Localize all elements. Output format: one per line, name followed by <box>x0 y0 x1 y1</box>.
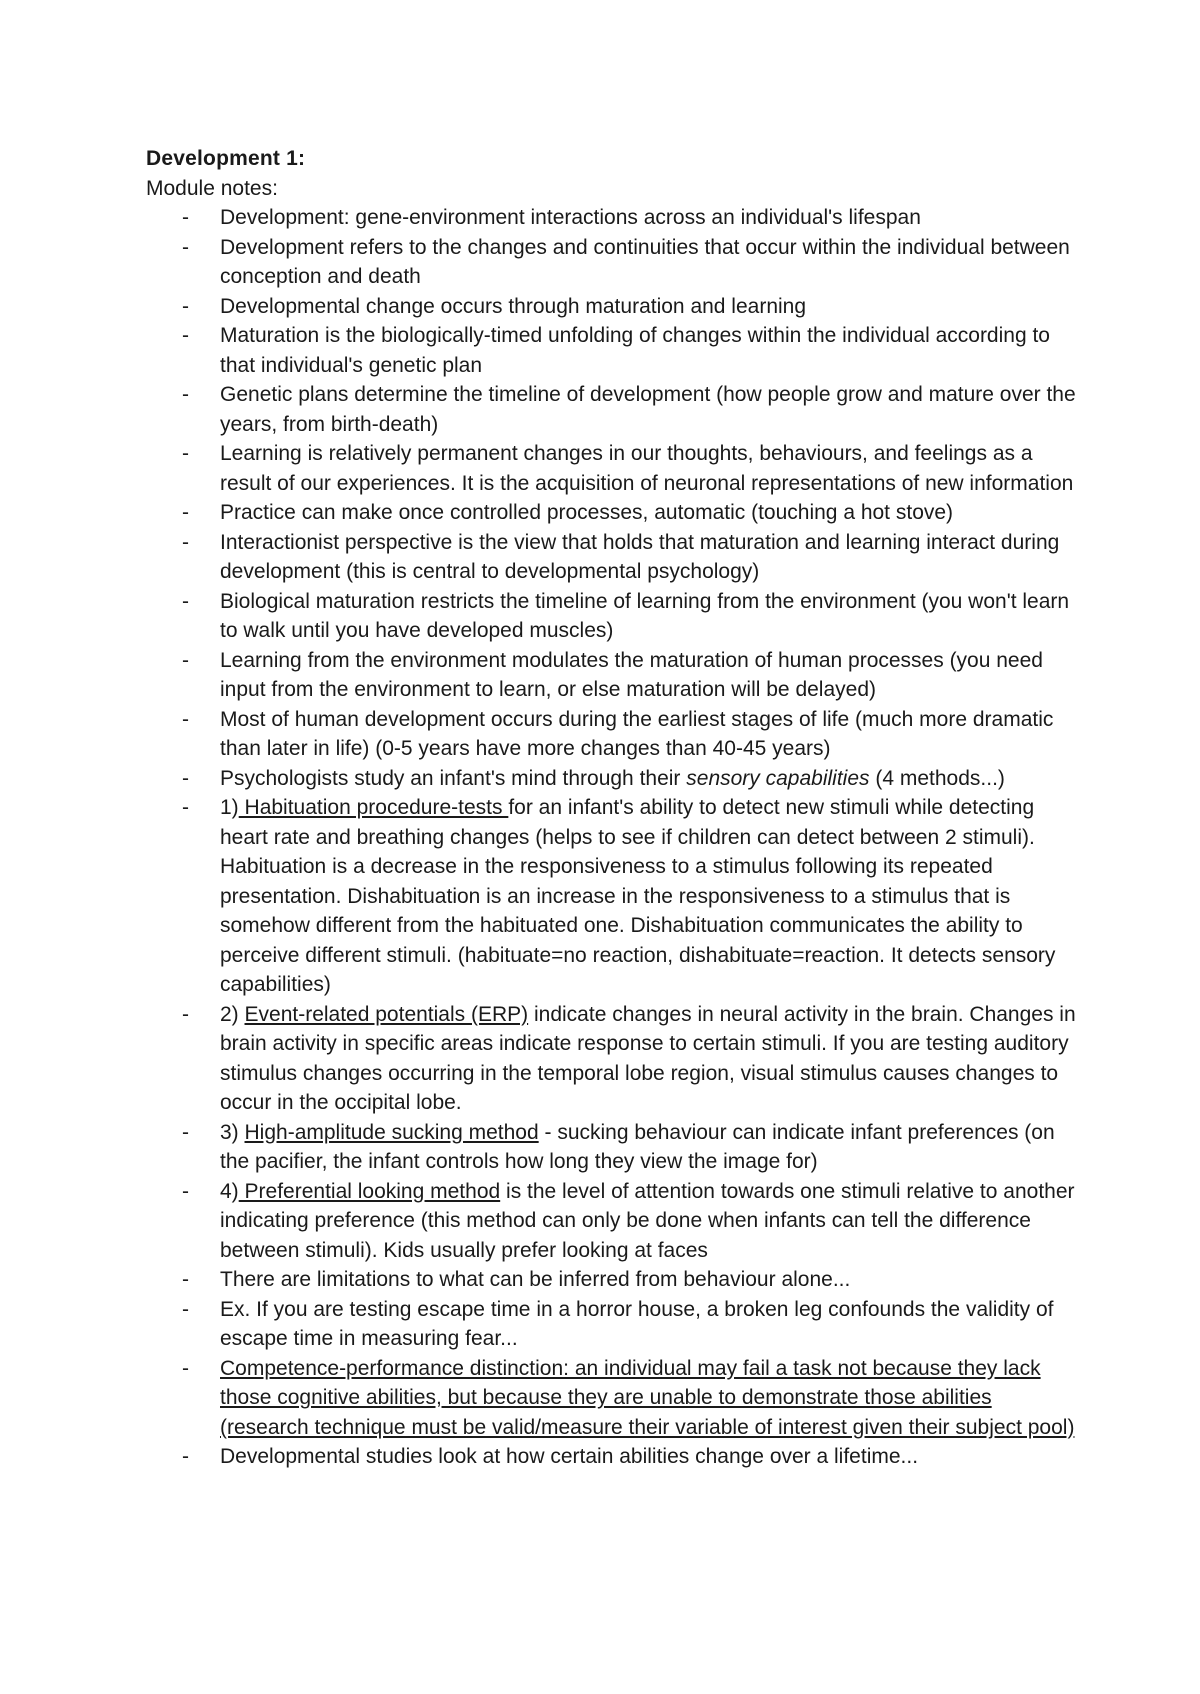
section-subtitle: Module notes: <box>146 176 278 200</box>
document-page <box>146 144 1076 1472</box>
underlined-term: High-amplitude sucking method <box>244 1120 539 1144</box>
list-item <box>146 646 1076 705</box>
bullet-dash: - <box>182 530 189 554</box>
bullet-dash: - <box>182 206 189 229</box>
bullet-dash: - <box>182 648 189 672</box>
document-title: Development 1: <box>146 147 306 170</box>
notes-list <box>146 203 1076 1472</box>
bullet-dash: - <box>182 1120 189 1144</box>
list-item-text: Ex. If you are testing escape time in a horror house, a broken leg confounds the validity of escape time in measuring fear... <box>220 1297 1054 1350</box>
list-item <box>146 439 1076 498</box>
bullet-dash: - <box>182 1002 189 1026</box>
list-item <box>146 528 1076 587</box>
underlined-term: Event-related potentials (ERP) <box>244 1002 529 1026</box>
bullet-dash: - <box>182 1356 189 1380</box>
list-item <box>146 587 1076 646</box>
list-item <box>146 1265 1076 1295</box>
list-item-text: 4) <box>220 1179 239 1203</box>
underlined-term: Preferential looking method <box>238 1179 501 1203</box>
list-item <box>146 498 1076 528</box>
bullet-dash: - <box>182 1179 189 1203</box>
list-item-text: Developmental change occurs through maturation and learning <box>220 294 807 318</box>
underlined-term: Competence-performance distinction: an individual may fail a task not because they lack those cognitive abilities, but because they are unable to demonstrate those abilities (research technique must be valid/measure their variable of interest given their subject pool) <box>220 1356 1075 1439</box>
list-item-text: Most of human development occurs during the earliest stages of life (much more dramatic than later in life) (0-5 years have more changes than 40-45 years) <box>220 707 1054 760</box>
list-item-text: is the level of attention towards one stimuli relative to another indicating preference (this method can only be done when infants can tell the difference between stimuli). Kids usually prefer looking at faces <box>220 1179 1075 1262</box>
bullet-dash: - <box>182 324 189 347</box>
bullet-dash: - <box>182 1268 189 1291</box>
underlined-term: Habituation procedure-tests <box>238 796 509 819</box>
list-item-text: Learning from the environment modulates the maturation of human processes (you need input from the environment to learn, or else maturation will be delayed) <box>220 648 1043 701</box>
list-item-text: There are limitations to what can be inferred from behaviour alone... <box>220 1268 851 1291</box>
bullet-dash: - <box>182 235 189 259</box>
list-item-text: Practice can make once controlled processes, automatic (touching a hot stove) <box>220 501 954 524</box>
bullet-dash: - <box>182 501 189 524</box>
bullet-dash: - <box>182 1445 189 1468</box>
list-item <box>146 321 1076 380</box>
list-item <box>146 203 1076 233</box>
bullet-dash: - <box>182 796 189 819</box>
bullet-dash: - <box>182 766 189 790</box>
list-item-text: Psychologists study an infant's mind through their <box>220 766 687 790</box>
list-item-text: indicate changes in neural activity in the brain. Changes in brain activity in specific areas indicate response to certain stimuli. If you are testing auditory stimulus changes occurring in the temporal lobe region, visual stimulus causes changes to occur in the occipital lobe. <box>220 1002 1076 1114</box>
list-item <box>146 764 1076 794</box>
italic-term: sensory capabilities <box>686 766 870 790</box>
list-item <box>146 233 1076 292</box>
list-item <box>146 705 1076 764</box>
list-item-text: Genetic plans determine the timeline of development (how people grow and mature over the years, from birth-death) <box>220 383 1076 436</box>
list-item-text: (4 methods...) <box>869 766 1005 790</box>
list-item-text: Developmental studies look at how certain abilities change over a lifetime... <box>220 1445 919 1468</box>
bullet-dash: - <box>182 1297 189 1321</box>
list-item <box>146 1000 1076 1118</box>
list-item <box>146 793 1076 1000</box>
list-item-text: for an infant's ability to detect new stimuli while detecting heart rate and breathing changes (helps to see if children can detect between 2 stimuli). Habituation is a decrease in the responsiveness to a stimulus following its repeated presentation. Dishabituation is an increase in the responsiveness to a stimulus that is somehow different from the habituated one. Dishabituation communicates the ability to perceive different stimuli. (habituate=no reaction, dishabituate=reaction. It detects sensory capabilities) <box>220 796 1056 996</box>
bullet-dash: - <box>182 707 189 731</box>
list-item-text: 1) <box>220 796 239 819</box>
list-item-text: - sucking behaviour can indicate infant preferences (on the pacifier, the infant controls how long they view the image for) <box>220 1120 1055 1173</box>
list-item-text: Development refers to the changes and continuities that occur within the individual between conception and death <box>220 235 1070 288</box>
list-item-text: Learning is relatively permanent changes in our thoughts, behaviours, and feelings as a result of our experiences. It is the acquisition of neuronal representations of new information <box>220 442 1074 495</box>
list-item <box>146 1354 1076 1443</box>
list-item <box>146 1177 1076 1266</box>
list-item-text: Maturation is the biologically-timed unfolding of changes within the individual according to that individual's genetic plan <box>220 324 1050 377</box>
list-item-text: Biological maturation restricts the timeline of learning from the environment (you won't learn to walk until you have developed muscles) <box>220 589 1070 642</box>
list-item-text: Interactionist perspective is the view that holds that maturation and learning interact during development (this is central to developmental psychology) <box>220 530 1060 583</box>
list-item <box>146 380 1076 439</box>
list-item <box>146 292 1076 322</box>
bullet-dash: - <box>182 383 189 406</box>
bullet-dash: - <box>182 294 189 318</box>
list-item-text: Development: gene-environment interactions across an individual's lifespan <box>220 206 921 229</box>
bullet-dash: - <box>182 442 189 465</box>
bullet-dash: - <box>182 589 189 613</box>
list-item <box>146 1295 1076 1354</box>
list-item <box>146 1118 1076 1177</box>
list-item-text: 2) <box>220 1002 245 1026</box>
list-item-text: 3) <box>220 1120 245 1144</box>
list-item <box>146 1442 1076 1472</box>
